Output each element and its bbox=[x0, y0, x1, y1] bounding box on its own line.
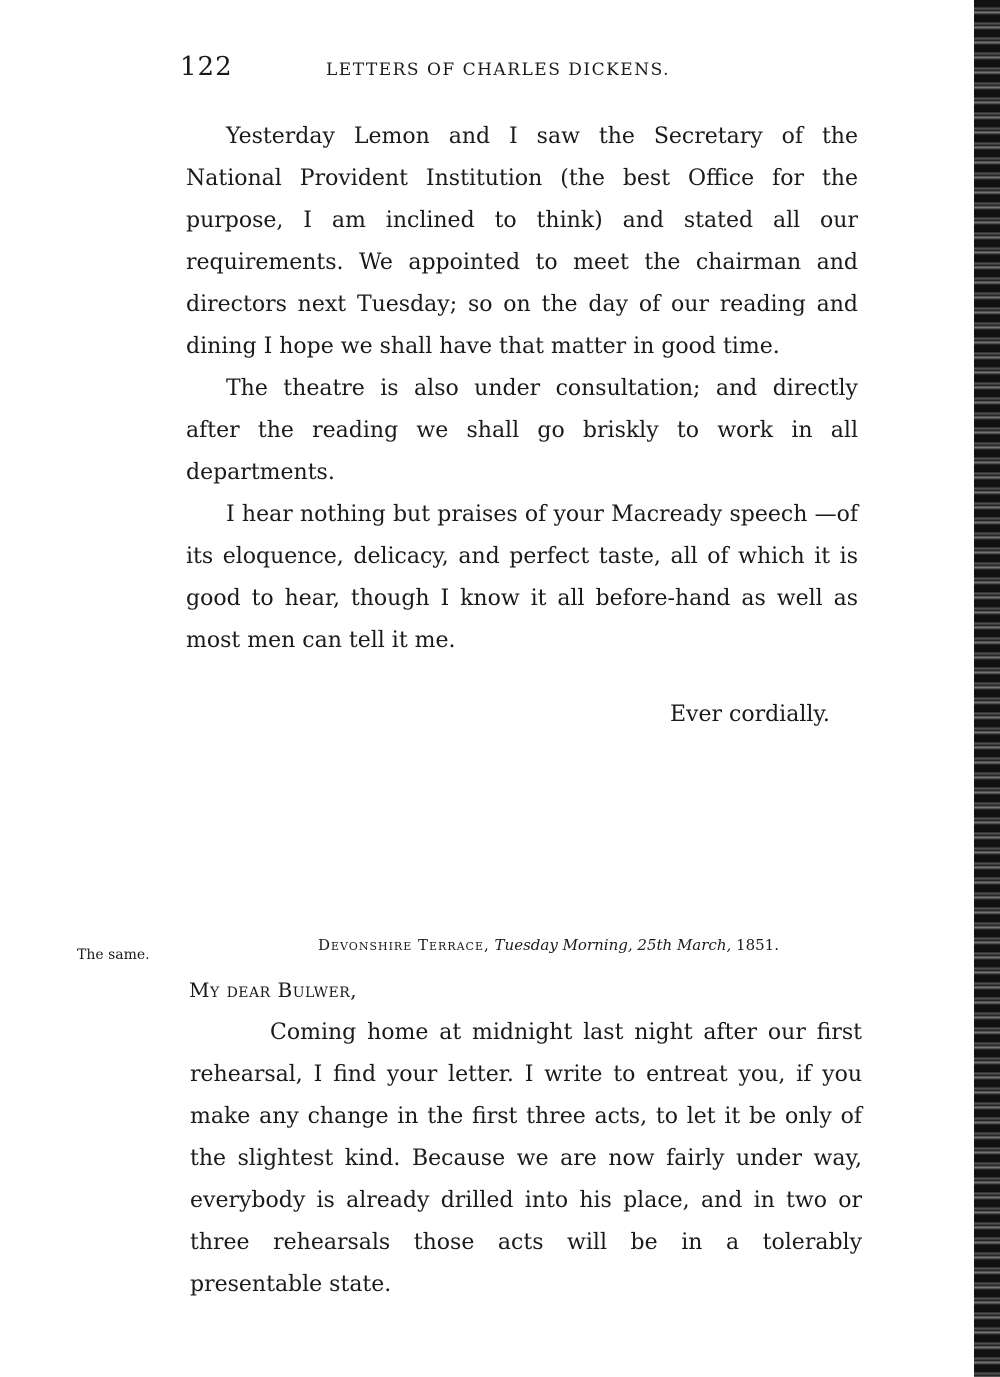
letter-2-paragraph: Coming home at midnight last night after our first rehearsal, I find your letter. I write to entreat you, if you make any change in the first three acts, to let it be only of the slightest kind. Because we are now fairly under way, everybody is already drilled into his place, and in two or three rehearsals those acts will be in a tolerably presentable state. bbox=[190, 1020, 862, 1297]
letter-1-body bbox=[186, 116, 858, 662]
salutation: My dear Bulwer, bbox=[189, 978, 358, 1002]
dateline bbox=[318, 936, 848, 954]
book-binding-edge bbox=[974, 0, 1000, 1377]
letter-1-paragraph: I hear nothing but praises of your Macready speech —of its eloquence, delicacy, and perfect taste, all of which it is good to hear, though I know it all before-hand as well as most men can tell it me. bbox=[186, 502, 858, 653]
margin-note: The same. bbox=[77, 947, 150, 963]
letter-1-paragraph: Yesterday Lemon and I saw the Secretary of the National Provident Institution (the best Office for the purpose, I am inclined to think) and stated all our requirements. We appointed to meet the chairman and directors next Tuesday; so on the day of our reading and dining I hope we shall have that matter in good time. bbox=[186, 124, 858, 359]
letter-1-paragraph: The theatre is also under consultation; and directly after the reading we shall go briskly to work in all departments. bbox=[186, 376, 858, 485]
running-head: LETTERS OF CHARLES DICKENS. bbox=[326, 60, 671, 80]
dateline-place: Devonshire Terrace, bbox=[318, 936, 490, 954]
letter-2-body bbox=[190, 1012, 862, 1306]
page-number: 122 bbox=[180, 52, 233, 82]
dateline-day-time: Tuesday Morning, bbox=[494, 936, 633, 954]
dateline-date: 25th March, bbox=[637, 936, 732, 954]
closing: Ever cordially. bbox=[670, 702, 830, 727]
dateline-year: 1851. bbox=[736, 936, 779, 954]
